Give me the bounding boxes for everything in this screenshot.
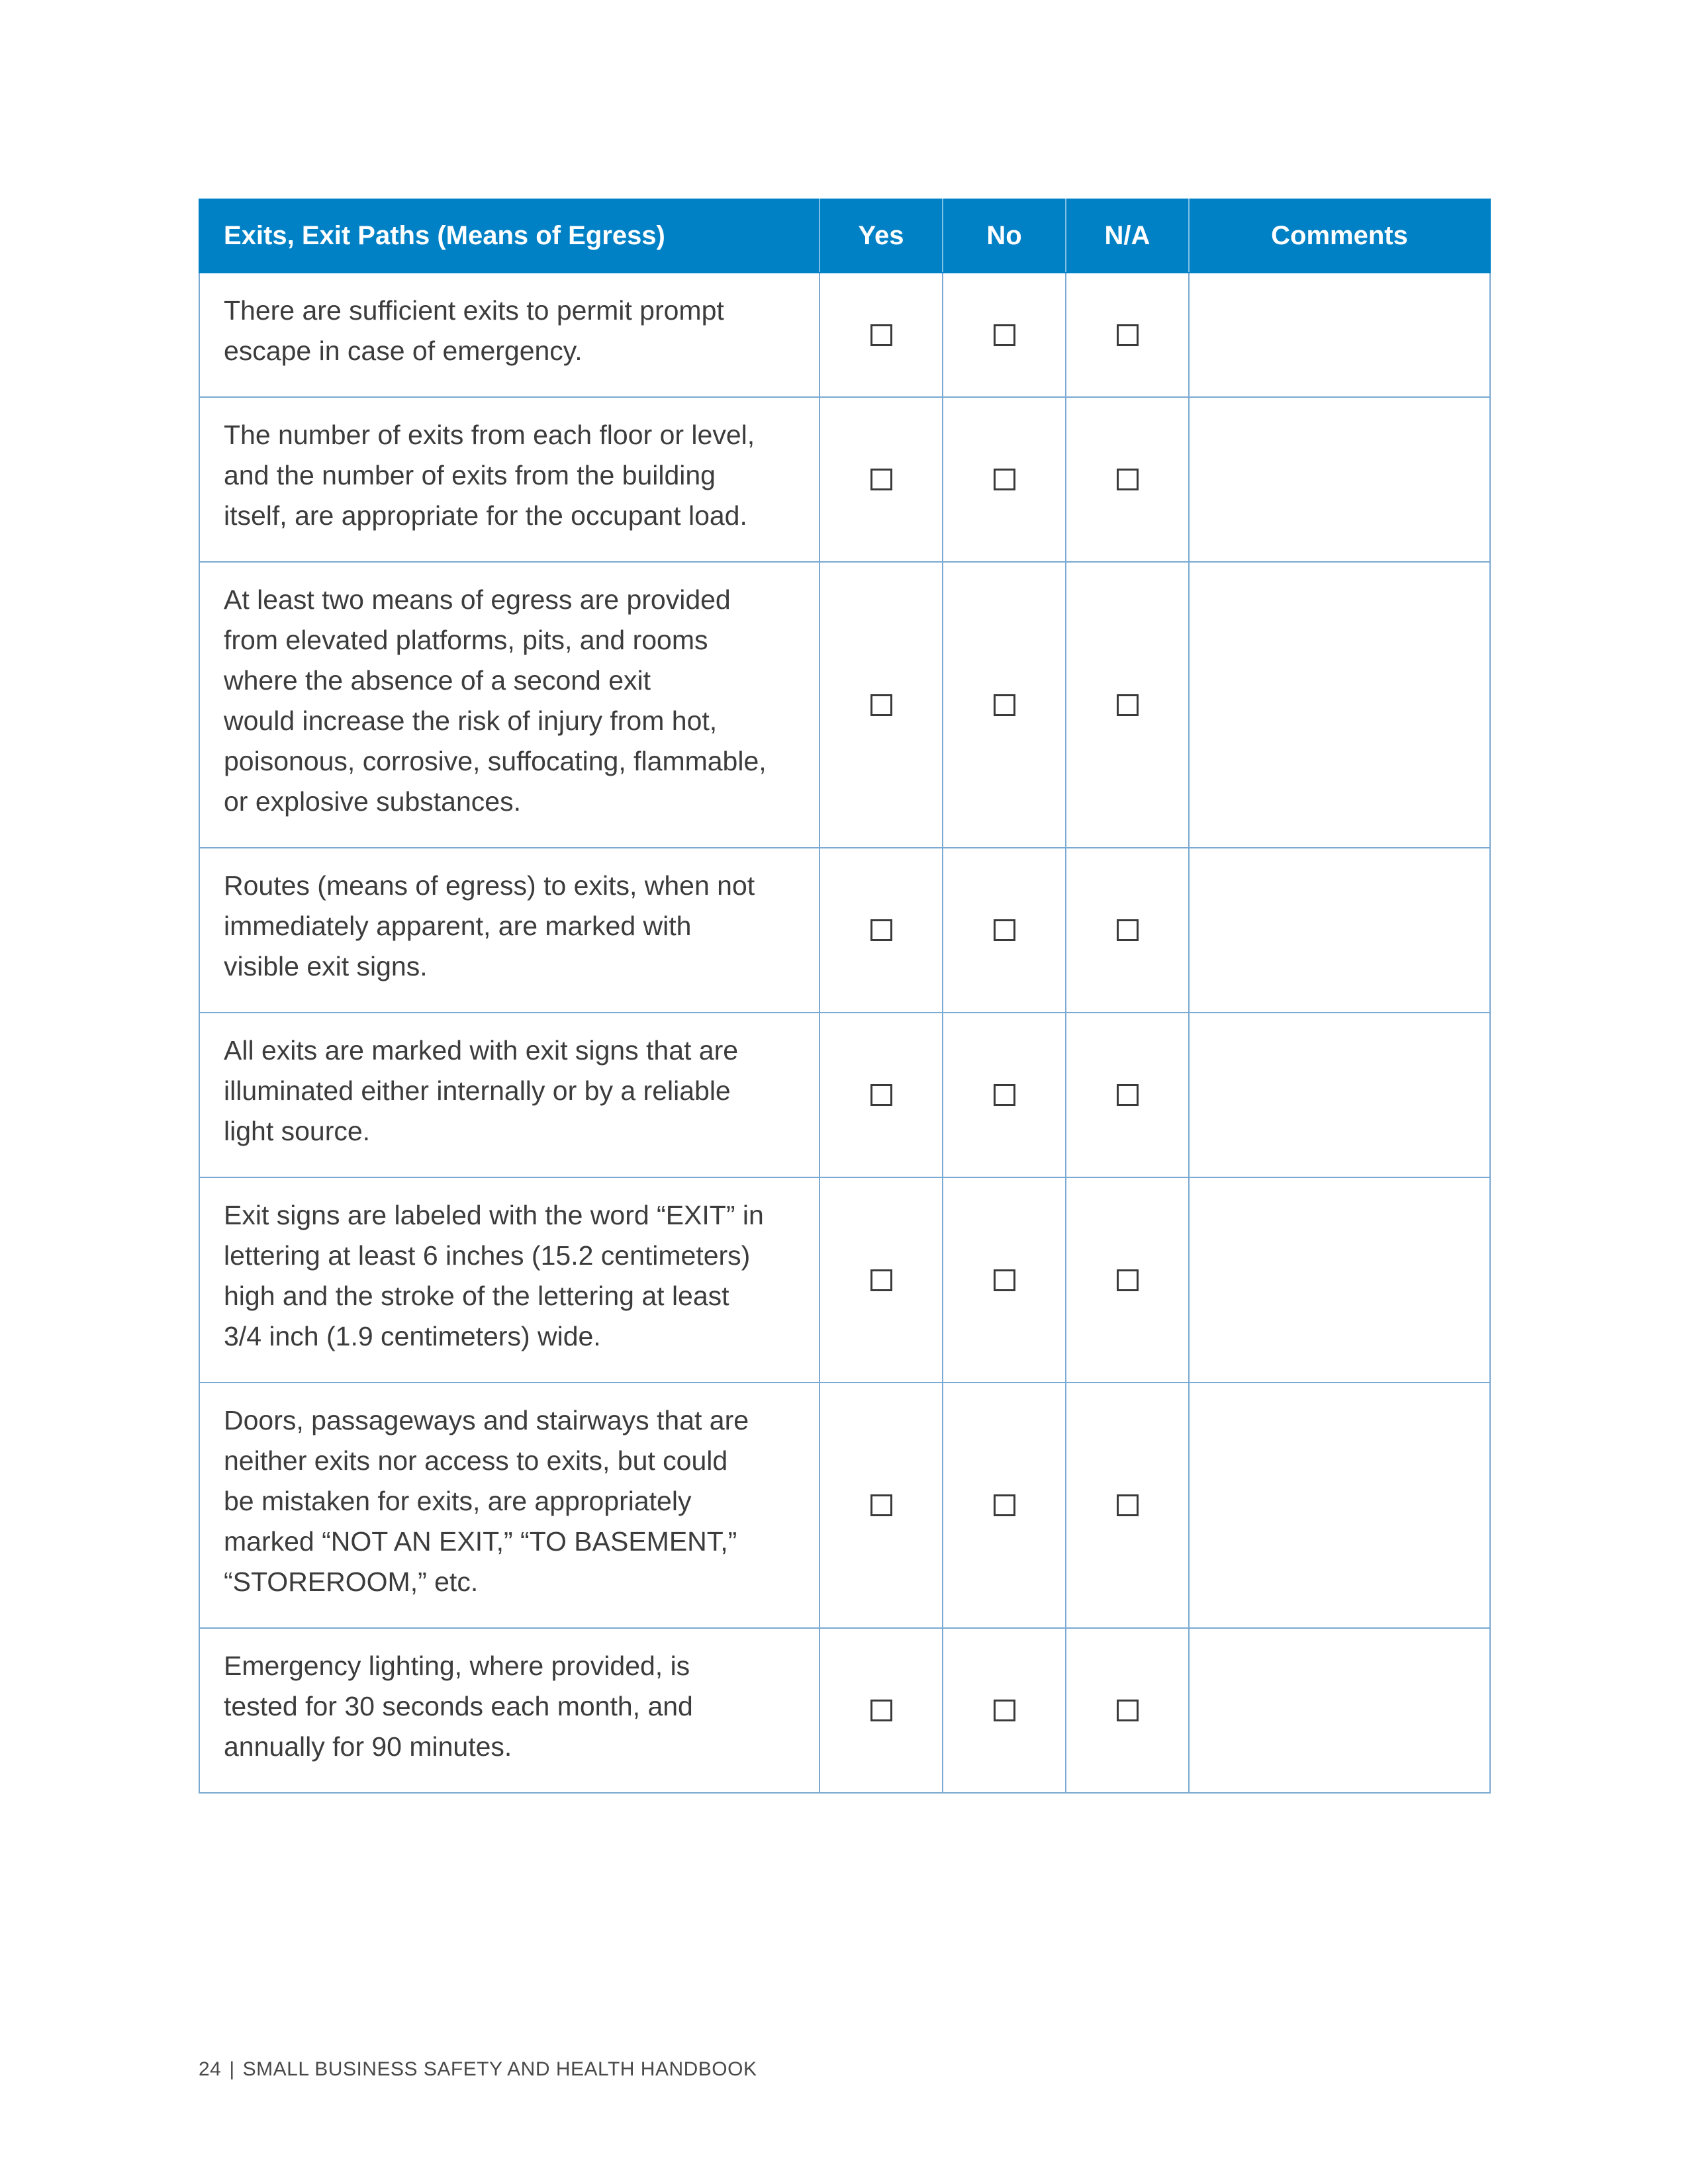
na-checkbox-icon[interactable]: [1117, 919, 1139, 941]
footer-title: SMALL BUSINESS SAFETY AND HEALTH HANDBOOK: [242, 2058, 757, 2080]
no-checkbox-icon[interactable]: [994, 1700, 1015, 1721]
checklist-item-line: At least two means of egress are provided: [224, 584, 731, 615]
checklist-item-text: [199, 562, 820, 848]
checklist-item-line: The number of exits from each floor or level,: [224, 420, 755, 450]
checklist-item-text: [199, 397, 820, 562]
checklist-item-line: be mistaken for exits, are appropriately: [224, 1486, 692, 1516]
yes-checkbox-icon[interactable]: [870, 694, 892, 716]
table-row: [199, 1013, 1490, 1177]
no-checkbox-icon[interactable]: [994, 469, 1015, 490]
header-comments: Comments: [1189, 199, 1490, 273]
checklist-item-line: escape in case of emergency.: [224, 336, 583, 366]
comments-cell[interactable]: [1189, 273, 1490, 397]
table-row: [199, 848, 1490, 1013]
checklist-item-line: poisonous, corrosive, suffocating, flammable,: [224, 746, 767, 776]
yes-checkbox-icon[interactable]: [870, 1269, 892, 1291]
checklist-item-line: 3/4 inch (1.9 centimeters) wide.: [224, 1321, 601, 1351]
checklist-item-line: Exit signs are labeled with the word “EXIT” in: [224, 1200, 764, 1230]
yes-checkbox-icon[interactable]: [870, 1700, 892, 1721]
cell-no: [943, 1013, 1066, 1177]
checklist-item-text: [199, 848, 820, 1013]
footer-separator: |: [229, 2058, 235, 2080]
checklist-item-line: visible exit signs.: [224, 951, 428, 981]
checklist-item-line: or explosive substances.: [224, 786, 521, 817]
cell-yes: [820, 1628, 943, 1793]
checklist-item-line: would increase the risk of injury from hot,: [224, 705, 718, 736]
cell-no: [943, 1177, 1066, 1383]
page-number: 24: [199, 2058, 222, 2080]
checklist-item-line: and the number of exits from the building: [224, 460, 716, 490]
checklist-item-line: Doors, passageways and stairways that are: [224, 1405, 749, 1435]
cell-na: [1066, 1383, 1189, 1628]
na-checkbox-icon[interactable]: [1117, 694, 1139, 716]
cell-no: [943, 273, 1066, 397]
cell-yes: [820, 1013, 943, 1177]
cell-no: [943, 1628, 1066, 1793]
table-row: [199, 1383, 1490, 1628]
na-checkbox-icon[interactable]: [1117, 324, 1139, 346]
cell-na: [1066, 397, 1189, 562]
comments-cell[interactable]: [1189, 562, 1490, 848]
checklist-item-line: marked “NOT AN EXIT,” “TO BASEMENT,”: [224, 1526, 737, 1557]
checklist-item-line: There are sufficient exits to permit prompt: [224, 295, 724, 326]
cell-yes: [820, 273, 943, 397]
checklist-item-line: high and the stroke of the lettering at least: [224, 1281, 729, 1311]
cell-yes: [820, 1177, 943, 1383]
table-row: [199, 397, 1490, 562]
checklist-item-line: itself, are appropriate for the occupant load.: [224, 500, 747, 531]
egress-checklist-table: [199, 199, 1491, 1794]
na-checkbox-icon[interactable]: [1117, 1269, 1139, 1291]
header-item: Exits, Exit Paths (Means of Egress): [199, 199, 820, 273]
checklist-item-line: Routes (means of egress) to exits, when not: [224, 870, 755, 901]
cell-na: [1066, 848, 1189, 1013]
header-yes: Yes: [820, 199, 943, 273]
na-checkbox-icon[interactable]: [1117, 1084, 1139, 1106]
table-row: [199, 562, 1490, 848]
table-header-row: [199, 199, 1490, 273]
checklist-item-text: [199, 273, 820, 397]
cell-na: [1066, 1013, 1189, 1177]
checklist-body: [199, 273, 1490, 1793]
table-row: [199, 1177, 1490, 1383]
checklist-item-text: [199, 1013, 820, 1177]
cell-no: [943, 562, 1066, 848]
na-checkbox-icon[interactable]: [1117, 469, 1139, 490]
cell-no: [943, 1383, 1066, 1628]
no-checkbox-icon[interactable]: [994, 1269, 1015, 1291]
comments-cell[interactable]: [1189, 1628, 1490, 1793]
comments-cell[interactable]: [1189, 1383, 1490, 1628]
checklist-item-text: [199, 1383, 820, 1628]
cell-na: [1066, 1177, 1189, 1383]
cell-yes: [820, 562, 943, 848]
no-checkbox-icon[interactable]: [994, 1494, 1015, 1516]
cell-yes: [820, 1383, 943, 1628]
cell-yes: [820, 397, 943, 562]
checklist-item-text: [199, 1177, 820, 1383]
no-checkbox-icon[interactable]: [994, 324, 1015, 346]
checklist-item-line: lettering at least 6 inches (15.2 centimeters): [224, 1240, 751, 1271]
checklist-item-line: Emergency lighting, where provided, is: [224, 1651, 690, 1681]
no-checkbox-icon[interactable]: [994, 919, 1015, 941]
comments-cell[interactable]: [1189, 1013, 1490, 1177]
table-row: [199, 273, 1490, 397]
yes-checkbox-icon[interactable]: [870, 324, 892, 346]
comments-cell[interactable]: [1189, 848, 1490, 1013]
checklist-item-line: All exits are marked with exit signs that are: [224, 1035, 739, 1066]
yes-checkbox-icon[interactable]: [870, 1084, 892, 1106]
checklist-item-line: where the absence of a second exit: [224, 665, 651, 696]
checklist-item-line: light source.: [224, 1116, 371, 1146]
checklist-item-line: tested for 30 seconds each month, and: [224, 1691, 693, 1721]
yes-checkbox-icon[interactable]: [870, 469, 892, 490]
cell-yes: [820, 848, 943, 1013]
no-checkbox-icon[interactable]: [994, 694, 1015, 716]
header-na: N/A: [1066, 199, 1189, 273]
page-footer: [199, 2058, 757, 2081]
cell-no: [943, 397, 1066, 562]
na-checkbox-icon[interactable]: [1117, 1494, 1139, 1516]
checklist-item-line: neither exits nor access to exits, but could: [224, 1445, 728, 1476]
checklist-item-line: illuminated either internally or by a reliable: [224, 1075, 731, 1106]
checklist-item-line: annually for 90 minutes.: [224, 1731, 512, 1762]
na-checkbox-icon[interactable]: [1117, 1700, 1139, 1721]
checklist-item-line: “STOREROOM,” etc.: [224, 1567, 479, 1597]
checklist-item-line: from elevated platforms, pits, and rooms: [224, 625, 708, 655]
checklist-item-line: immediately apparent, are marked with: [224, 911, 692, 941]
comments-cell[interactable]: [1189, 1177, 1490, 1383]
cell-na: [1066, 273, 1189, 397]
header-no: No: [943, 199, 1066, 273]
comments-cell[interactable]: [1189, 397, 1490, 562]
no-checkbox-icon[interactable]: [994, 1084, 1015, 1106]
cell-na: [1066, 562, 1189, 848]
cell-no: [943, 848, 1066, 1013]
yes-checkbox-icon[interactable]: [870, 1494, 892, 1516]
table-row: [199, 1628, 1490, 1793]
checklist-item-text: [199, 1628, 820, 1793]
yes-checkbox-icon[interactable]: [870, 919, 892, 941]
cell-na: [1066, 1628, 1189, 1793]
